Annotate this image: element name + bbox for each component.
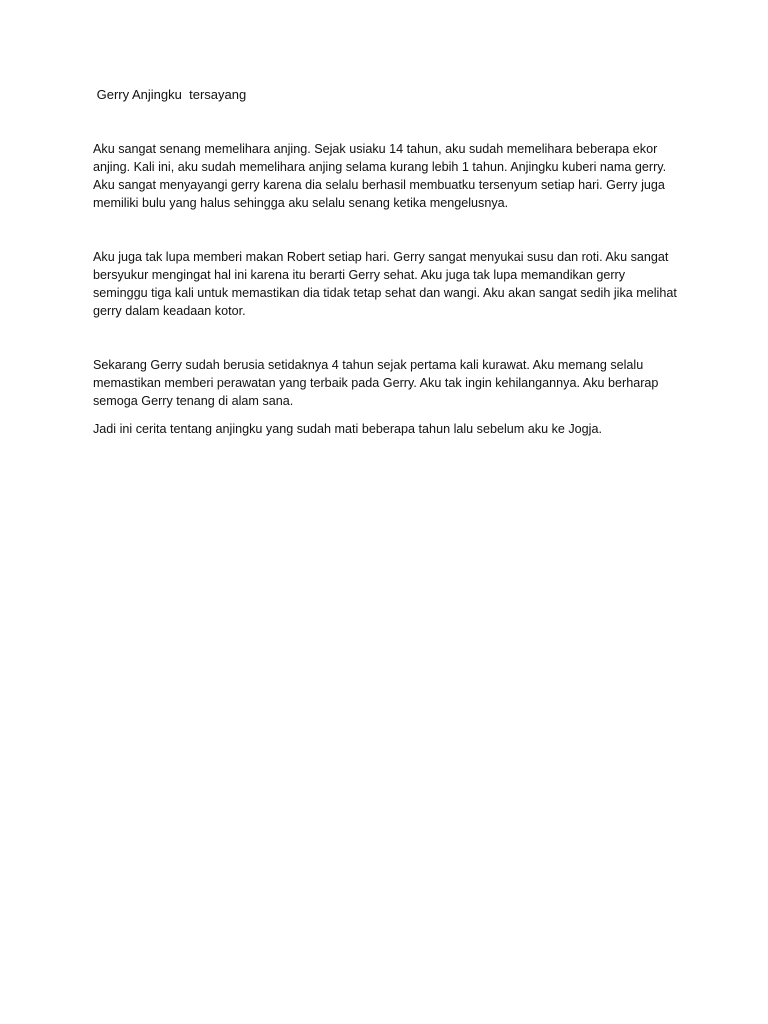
paragraph-4: Jadi ini cerita tentang anjingku yang sudah mati beberapa tahun lalu sebelum aku ke Jogja. (93, 422, 602, 436)
paragraph-2: Aku juga tak lupa memberi makan Robert setiap hari. Gerry sangat menyukai susu dan roti. Aku sangat bersyukur mengingat hal ini karena itu berarti Gerry sehat. Aku juga tak lupa memandikan gerry seminggu tiga kali untuk memastikan dia tidak tetap sehat dan wangi. Aku akan sangat sedih jika melihat gerry dalam keadaan kotor. (93, 250, 681, 318)
paragraph-1: Aku sangat senang memelihara anjing. Sejak usiaku 14 tahun, aku sudah memelihara beberapa ekor anjing. Kali ini, aku sudah memelihara anjing selama kurang lebih 1 tahun. Anjingku kuberi nama gerry. Aku sangat menyayangi gerry karena dia selalu berhasil membuatku tersenyum setiap hari. Gerry juga memiliki bulu yang halus sehingga aku selalu senang ketika mengelusnya. (93, 142, 669, 210)
paragraph-3: Sekarang Gerry sudah berusia setidaknya 4 tahun sejak pertama kali kurawat. Aku memang selalu memastikan memberi perawatan yang terbaik pada Gerry. Aku tak ingin kehilangannya. Aku berharap semoga Gerry tenang di alam sana. (93, 358, 662, 408)
document-title: Gerry Anjingku tersayang (93, 87, 247, 102)
